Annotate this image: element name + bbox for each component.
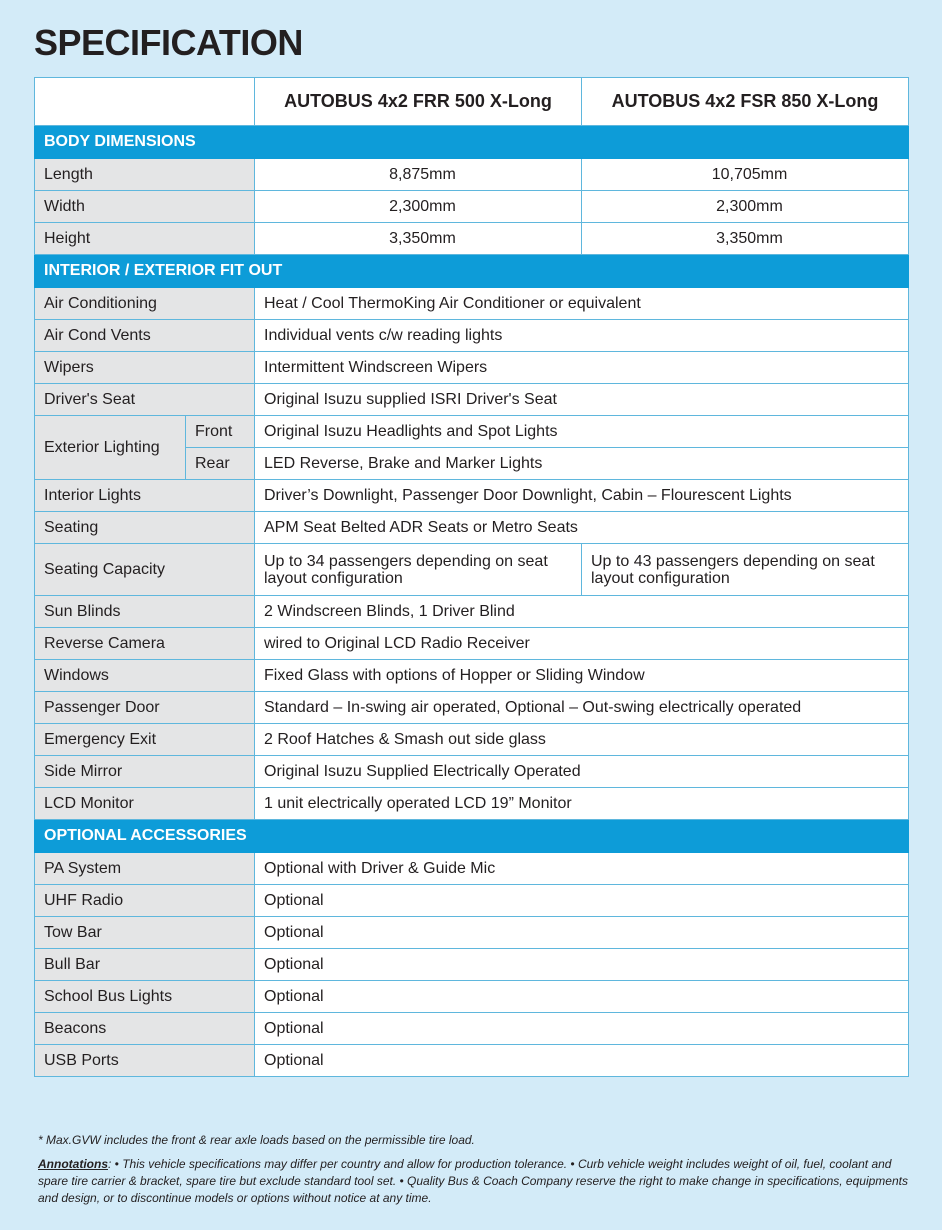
row-value: 2 Windscreen Blinds, 1 Driver Blind [255, 596, 909, 628]
row-value-fsr: 2,300mm [582, 191, 909, 223]
row-label: Windows [35, 660, 255, 692]
row-value: APM Seat Belted ADR Seats or Metro Seats [255, 512, 909, 544]
row-value: Original Isuzu Supplied Electrically Operated [255, 756, 909, 788]
row-label: Seating [35, 512, 255, 544]
table-row [35, 756, 909, 788]
row-value: Original Isuzu supplied ISRI Driver's Seat [255, 384, 909, 416]
footnote-gvw: * Max.GVW includes the front & rear axle loads based on the permissible tire load. [38, 1133, 475, 1147]
table-row [35, 1045, 909, 1077]
row-value: Heat / Cool ThermoKing Air Conditioner or equivalent [255, 288, 909, 320]
table-row [35, 544, 909, 596]
row-value: Intermittent Windscreen Wipers [255, 352, 909, 384]
row-label-exterior-lighting: Exterior Lighting [35, 416, 186, 480]
row-value-front: Original Isuzu Headlights and Spot Lights [255, 416, 909, 448]
row-value: 2 Roof Hatches & Smash out side glass [255, 724, 909, 756]
annotations-paragraph [38, 1156, 908, 1207]
table-row [35, 159, 909, 191]
row-value: Optional [255, 1045, 909, 1077]
row-value: Standard – In-swing air operated, Optional – Out-swing electrically operated [255, 692, 909, 724]
model-header-fsr: AUTOBUS 4x2 FSR 850 X-Long [582, 78, 909, 126]
table-row [35, 917, 909, 949]
row-label: Driver's Seat [35, 384, 255, 416]
row-value: 1 unit electrically operated LCD 19” Monitor [255, 788, 909, 820]
table-row [35, 885, 909, 917]
table-header-row [35, 78, 909, 126]
row-label: Interior Lights [35, 480, 255, 512]
annotations-label: Annotations [38, 1157, 108, 1171]
table-row [35, 692, 909, 724]
row-label: Emergency Exit [35, 724, 255, 756]
table-row [35, 288, 909, 320]
page-title: SPECIFICATION [34, 22, 303, 63]
row-value: Optional [255, 917, 909, 949]
table-row [35, 416, 909, 448]
row-label: Width [35, 191, 255, 223]
row-label: Wipers [35, 352, 255, 384]
row-label: Beacons [35, 1013, 255, 1045]
model-header-frr: AUTOBUS 4x2 FRR 500 X-Long [255, 78, 582, 126]
section-header [35, 820, 909, 853]
row-value: Fixed Glass with options of Hopper or Sliding Window [255, 660, 909, 692]
row-label: Tow Bar [35, 917, 255, 949]
sub-label-front: Front [186, 416, 255, 448]
row-label: USB Ports [35, 1045, 255, 1077]
section-title-optional-accessories: OPTIONAL ACCESSORIES [35, 820, 909, 853]
row-label: Reverse Camera [35, 628, 255, 660]
table-row [35, 660, 909, 692]
row-label: Air Conditioning [35, 288, 255, 320]
table-row [35, 596, 909, 628]
section-title-fit-out: INTERIOR / EXTERIOR FIT OUT [35, 255, 909, 288]
row-value-rear: LED Reverse, Brake and Marker Lights [255, 448, 909, 480]
table-row [35, 724, 909, 756]
row-value-frr: 2,300mm [255, 191, 582, 223]
table-row [35, 512, 909, 544]
table-row [35, 981, 909, 1013]
header-blank-cell [35, 78, 255, 126]
row-value: Optional [255, 949, 909, 981]
row-label: Length [35, 159, 255, 191]
row-value: Optional [255, 1013, 909, 1045]
annotations-text: : • This vehicle specifications may differ per country and allow for production tolerance. • Curb vehicle weight includes weight of oil, fuel, coolant and spare tire carrier & bracket, spare tire but exclude standard tool set. • Quality Bus & Coach Company reserve the right to make change in specifications, equipments and design, or to discontinue models or options without notice at any time. [38, 1157, 908, 1205]
sub-label-rear: Rear [186, 448, 255, 480]
row-value-frr: 3,350mm [255, 223, 582, 255]
row-label: Sun Blinds [35, 596, 255, 628]
table-row [35, 320, 909, 352]
row-value: Optional with Driver & Guide Mic [255, 853, 909, 885]
row-label: UHF Radio [35, 885, 255, 917]
specification-table [34, 77, 909, 1077]
table-row [35, 949, 909, 981]
table-row [35, 1013, 909, 1045]
section-header [35, 255, 909, 288]
table-row [35, 480, 909, 512]
table-row [35, 191, 909, 223]
table-row [35, 352, 909, 384]
row-label: Bull Bar [35, 949, 255, 981]
row-value-fsr: Up to 43 passengers depending on seat layout configuration [582, 544, 909, 596]
row-value-frr: Up to 34 passengers depending on seat layout configuration [255, 544, 582, 596]
row-label: Air Cond Vents [35, 320, 255, 352]
table-row [35, 223, 909, 255]
table-row [35, 628, 909, 660]
row-value-frr: 8,875mm [255, 159, 582, 191]
section-header [35, 126, 909, 159]
footnotes [38, 1132, 908, 1207]
section-title-body-dimensions: BODY DIMENSIONS [35, 126, 909, 159]
table-row [35, 384, 909, 416]
row-value: wired to Original LCD Radio Receiver [255, 628, 909, 660]
row-value-fsr: 10,705mm [582, 159, 909, 191]
row-value: Driver’s Downlight, Passenger Door Downlight, Cabin – Flourescent Lights [255, 480, 909, 512]
table-row [35, 853, 909, 885]
table-row [35, 788, 909, 820]
row-label: Height [35, 223, 255, 255]
row-label: Seating Capacity [35, 544, 255, 596]
row-label: Passenger Door [35, 692, 255, 724]
row-value: Individual vents c/w reading lights [255, 320, 909, 352]
row-label: School Bus Lights [35, 981, 255, 1013]
row-value: Optional [255, 981, 909, 1013]
row-label: Side Mirror [35, 756, 255, 788]
row-label: LCD Monitor [35, 788, 255, 820]
row-value: Optional [255, 885, 909, 917]
row-value-fsr: 3,350mm [582, 223, 909, 255]
row-label: PA System [35, 853, 255, 885]
